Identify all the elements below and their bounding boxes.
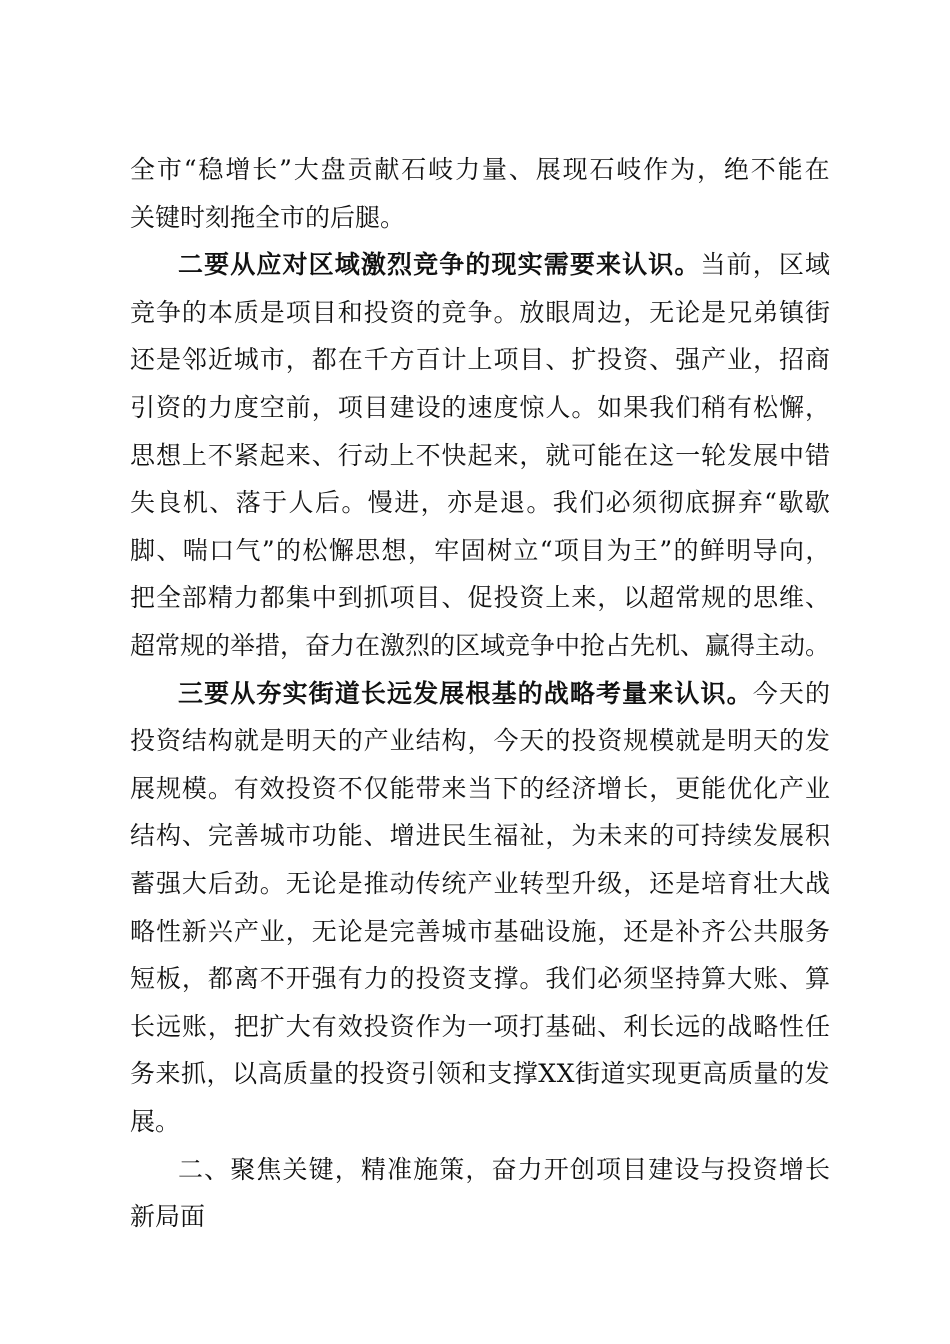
text-line [130,203,405,233]
text-line [130,869,831,899]
body-text: 全市“稳增长”大盘贡献石岐力量、展现石岐作为，绝不能在 [130,155,832,184]
text-line [130,917,831,947]
body-text: 引资的力度空前，项目建设的速度惊人。如果我们稍有松懈， [130,393,831,422]
text-line [130,774,831,804]
text-line [130,345,831,375]
text-line [130,1059,830,1089]
text-line [130,821,831,851]
body-text: 思想上不紧起来、行动上不快起来，就可能在这一轮发展中错 [130,440,831,470]
body-text: 竞争的本质是项目和投资的竞争。放眼周边，无论是兄弟镇街 [130,297,831,327]
body-text: 结构、完善城市功能、增进民生福祉，为未来的可持续发展积 [130,821,831,851]
text-line [130,488,831,518]
bold-lead-sentence: 三要从夯实街道长远发展根基的战略考量来认识。 [178,678,753,708]
text-line [130,583,831,613]
body-text: 失良机、落于人后。慢进，亦是退。我们必须彻底摒弃“歇歇 [130,488,832,518]
text-line [130,631,830,661]
text-line [130,726,831,756]
text-line [130,393,831,423]
bold-lead-sentence: 二要从应对区域激烈竞争的现实需要来认识。 [178,250,701,280]
text-line [130,1012,831,1042]
text-line [130,1107,180,1137]
text-line [178,250,831,280]
body-text: 超常规的举措，奋力在激烈的区域竞争中抢占先机、赢得主动。 [130,631,831,660]
text-line [130,155,831,185]
body-text: 蓄强大后劲。无论是推动传统产业转型升级，还是培育壮大战 [130,869,831,898]
body-text: 略性新兴产业，无论是完善城市基础设施，还是补齐公共服务 [130,916,831,946]
body-text: 展规模。有效投资不仅能带来当下的经济增长，更能优化产业 [130,773,831,803]
body-text: 脚、喘口气”的松懈思想，牢固树立“项目为王”的鲜明导向， [130,535,832,565]
body-text: 务来抓，以高质量的投资引领和支撑XX街道实现更高质量的发 [130,1059,831,1089]
body-text: 还是邻近城市，都在千方百计上项目、扩投资、强产业，招商 [130,345,831,375]
body-text: 把全部精力都集中到抓项目、促投资上来，以超常规的思维、 [130,583,831,613]
body-text: 新局面 [130,1202,206,1232]
body-text: 今天的 [752,678,832,708]
body-text: 关键时刻拖全市的后腿。 [130,202,406,232]
text-line [130,536,832,566]
body-text: 展。 [130,1107,181,1136]
text-line [178,1155,831,1185]
body-text: 长远账，把扩大有效投资作为一项打基础、利长远的战略性任 [130,1011,831,1041]
body-text: 短板，都离不开强有力的投资支撑。我们必须坚持算大账、算 [130,964,831,994]
text-line [130,964,831,994]
body-text: 当前，区域 [700,250,832,280]
text-line [130,441,831,471]
body-text: 投资结构就是明天的产业结构，今天的投资规模就是明天的发 [130,726,831,756]
text-line [130,1202,205,1232]
text-line [178,679,831,709]
body-text: 二、聚焦关键，精准施策，奋力开创项目建设与投资增长 [178,1154,832,1184]
text-line [130,298,831,328]
